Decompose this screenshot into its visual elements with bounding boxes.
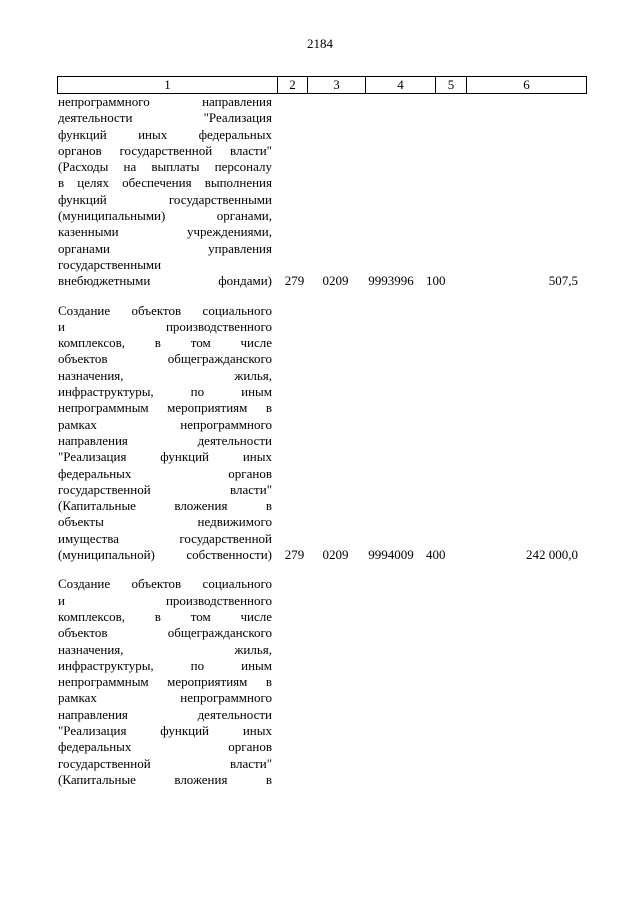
cell-c4: 9994009 [368, 547, 414, 563]
description-line: казенными учреждениями, [58, 224, 272, 240]
description-line: "Реализация функций иных [58, 722, 272, 738]
cell-c3: 0209 [322, 273, 349, 289]
header-col-6: 6 [466, 77, 586, 93]
row-description [58, 94, 272, 290]
description-line: в целях обеспечения выполнения [58, 175, 272, 191]
cell-c5: 100 [426, 273, 446, 289]
description-line: комплексов, в том числе [58, 608, 272, 624]
description-line: деятельности "Реализация [58, 110, 272, 126]
header-col-1: 1 [164, 77, 171, 92]
description-line: функций иных федеральных [58, 126, 272, 142]
description-line: назначения, жилья, [58, 367, 272, 383]
description-line: государственной власти" [58, 481, 272, 497]
description-line: функций государственными [58, 191, 272, 207]
cell-c6: 507,5 [548, 273, 578, 289]
description-line: инфраструктуры, по иным [58, 657, 272, 673]
description-line: государственными [58, 256, 162, 272]
table-row [58, 94, 580, 290]
description-line: Создание объектов социального [58, 302, 272, 318]
table-header [57, 76, 587, 94]
table-row [58, 303, 580, 564]
description-line: (Расходы на выплаты персоналу [58, 159, 272, 175]
description-line: непрограммного направления [58, 94, 272, 109]
description-line: (муниципальными) органами, [58, 208, 272, 224]
description-line: направления деятельности [58, 432, 272, 448]
description-line: назначения, жилья, [58, 641, 272, 657]
description-line: и производственного [58, 318, 272, 334]
row-description [58, 303, 272, 564]
description-line: рамках непрограммного [58, 690, 272, 706]
description-line: (Капитальные вложения в [58, 771, 272, 787]
cell-c2: 279 [284, 547, 305, 563]
header-col-2: 2 [277, 77, 307, 93]
description-line: объекты недвижимого [58, 514, 272, 530]
page-number: 2184 [307, 36, 333, 51]
table-body [58, 94, 580, 788]
cell-c2: 279 [284, 273, 305, 289]
description-line: комплексов, в том числе [58, 335, 272, 351]
cell-c3: 0209 [322, 547, 349, 563]
table-row [58, 576, 580, 788]
cell-c6: 242 000,0 [526, 547, 578, 563]
description-line: (Капитальные вложения в [58, 498, 272, 514]
description-line: (муниципальной) собственности) [58, 547, 272, 563]
description-line: объектов общегражданского [58, 625, 272, 641]
description-line: федеральных органов [58, 465, 272, 481]
header-col-5: 5 [435, 77, 466, 93]
cell-c5: 400 [426, 547, 446, 563]
description-line: имущества государственной [58, 530, 272, 546]
description-line: "Реализация функций иных [58, 449, 272, 465]
cell-c4: 9993996 [368, 273, 414, 289]
header-col-4: 4 [365, 77, 435, 93]
description-line: органов государственной власти" [58, 142, 272, 158]
description-line: Создание объектов социального [58, 576, 272, 592]
description-line: инфраструктуры, по иным [58, 384, 272, 400]
description-line: органами управления [58, 240, 272, 256]
description-line: направления деятельности [58, 706, 272, 722]
description-line: и производственного [58, 592, 272, 608]
header-col-3: 3 [307, 77, 365, 93]
description-line: рамках непрограммного [58, 416, 272, 432]
description-line: федеральных органов [58, 739, 272, 755]
row-description [58, 576, 272, 788]
description-line: непрограммным мероприятиям в [58, 400, 272, 416]
description-line: внебюджетными фондами) [58, 273, 272, 289]
description-line: непрограммным мероприятиям в [58, 674, 272, 690]
description-line: объектов общегражданского [58, 351, 272, 367]
description-line: государственной власти" [58, 755, 272, 771]
